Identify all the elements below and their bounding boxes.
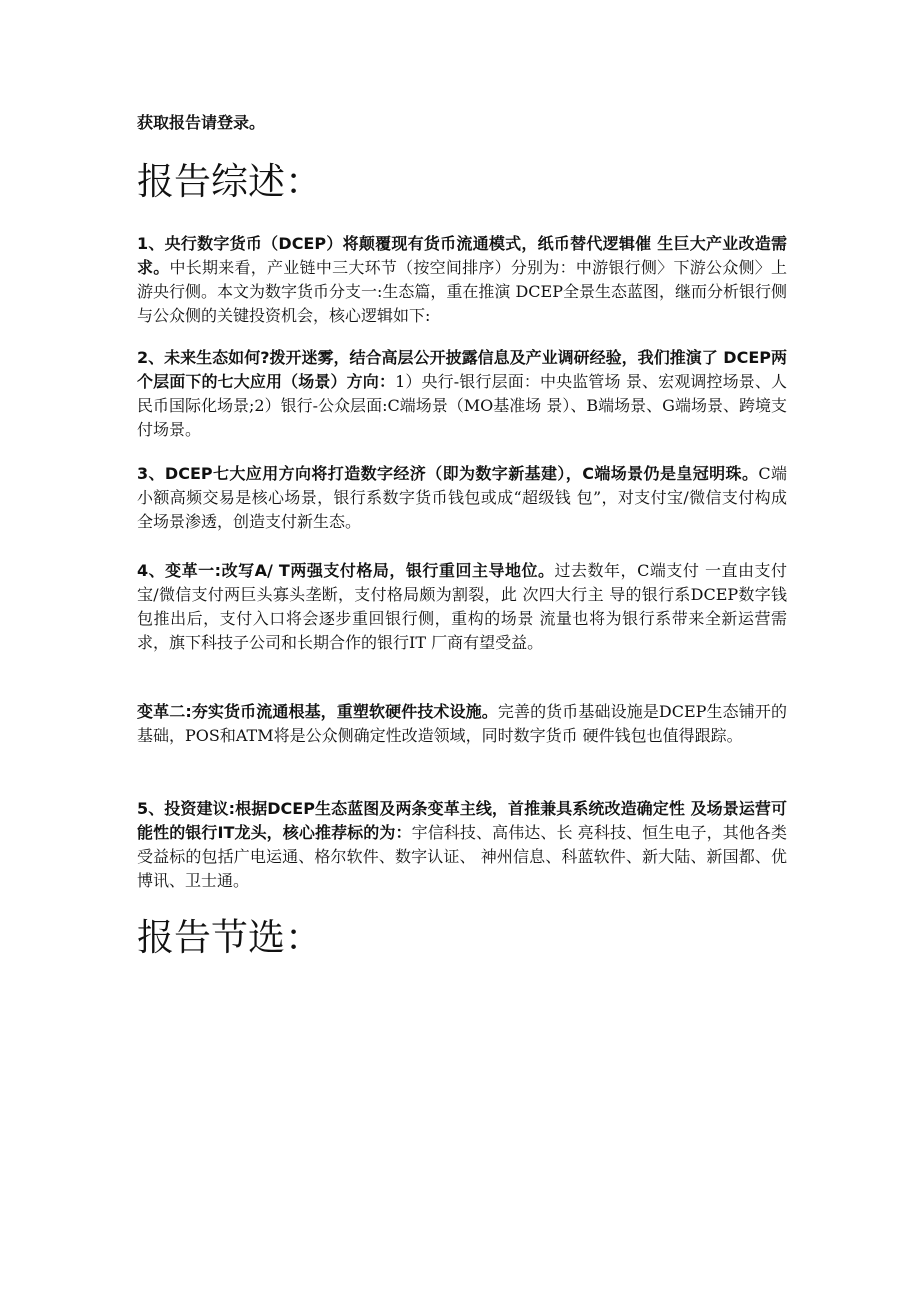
summary-paragraph-6 [137,797,787,893]
paragraph-body: 宇信科技、高伟达、长 亮科技、恒生电子，其他各类受益标的包括广电运通、格尔软件、数字认证、 神州信息、科蓝软件、新大陆、新国都、优博讯、卫士通。 [137,823,787,890]
report-excerpt-heading: 报告节选： [137,916,322,959]
paragraph-body: C端小额高频交易是核心场景，银行系数字货币钱包或成“超级钱 包”，对支付宝/微信支付构成全场景渗透，创造支付新生态。 [137,464,787,531]
paragraph-body: 中长期来看，产业链中三大环节（按空间排序）分别为：中游银行侧〉下游公众侧〉上游央行侧。本文为数字货币分支一:生态篇，重在推演 DCEP全景生态蓝图，继而分析银行侧与公众侧的关键投资机会，核心逻辑如下: [137,258,787,325]
paragraph-lead: 2、未来生态如何?拨开迷雾，结合高层公开披露信息及产业调研经验，我们推演了 DCEP两个层面下的七大应用（场景）方向： [137,348,787,391]
paragraph-body: 完善的货币基础设施是DCEP生态铺开的基础，POS和ATM将是公众侧确定性改造领域，同时数字货币 硬件钱包也值得跟踪。 [137,702,787,745]
summary-paragraph-5 [137,700,787,748]
paragraph-lead: 变革二:夯实货币流通根基，重塑软硬件技术设施。 [137,702,498,721]
summary-paragraph-2 [137,346,787,442]
paragraph-lead: 4、变革一:改写A/ T两强支付格局，银行重回主导地位。 [137,561,555,580]
paragraph-body: 1）央行-银行层面：中央监管场 景、宏观调控场景、人民币国际化场景;2）银行-公众层面:C端场景（MO基准场 景）、B端场景、G端场景、跨境支付场景。 [137,372,787,439]
paragraph-lead: 5、投资建议:根据DCEP生态蓝图及两条变革主线，首推兼具系统改造确定性 及场景运营可能性的银行IT龙头，核心推荐标的为： [137,799,787,842]
paragraph-body: 过去数年，C端支付 一直由支付宝/微信支付两巨头寡头垄断，支付格局颇为割裂，此 次四大行主 导的银行系DCEP数字钱包推出后，支付入口将会逐步重回银行侧，重构的场景 流量也将为银行系带来全新运营需求，旗下科技子公司和长期合作的银行IT 厂商有望受益。 [137,561,787,652]
summary-paragraph-4 [137,559,787,655]
login-prompt: 获取报告请登录。 [137,113,266,132]
summary-paragraph-3 [137,462,787,534]
paragraph-lead: 3、DCEP七大应用方向将打造数字经济（即为数字新基建），C端场景仍是皇冠明珠。 [137,464,759,483]
summary-paragraph-1 [137,232,787,328]
report-summary-heading: 报告综述： [137,160,322,203]
paragraph-lead: 1、央行数字货币（DCEP）将颠覆现有货币流通模式，纸币替代逻辑催 生巨大产业改造需求。 [137,234,787,277]
